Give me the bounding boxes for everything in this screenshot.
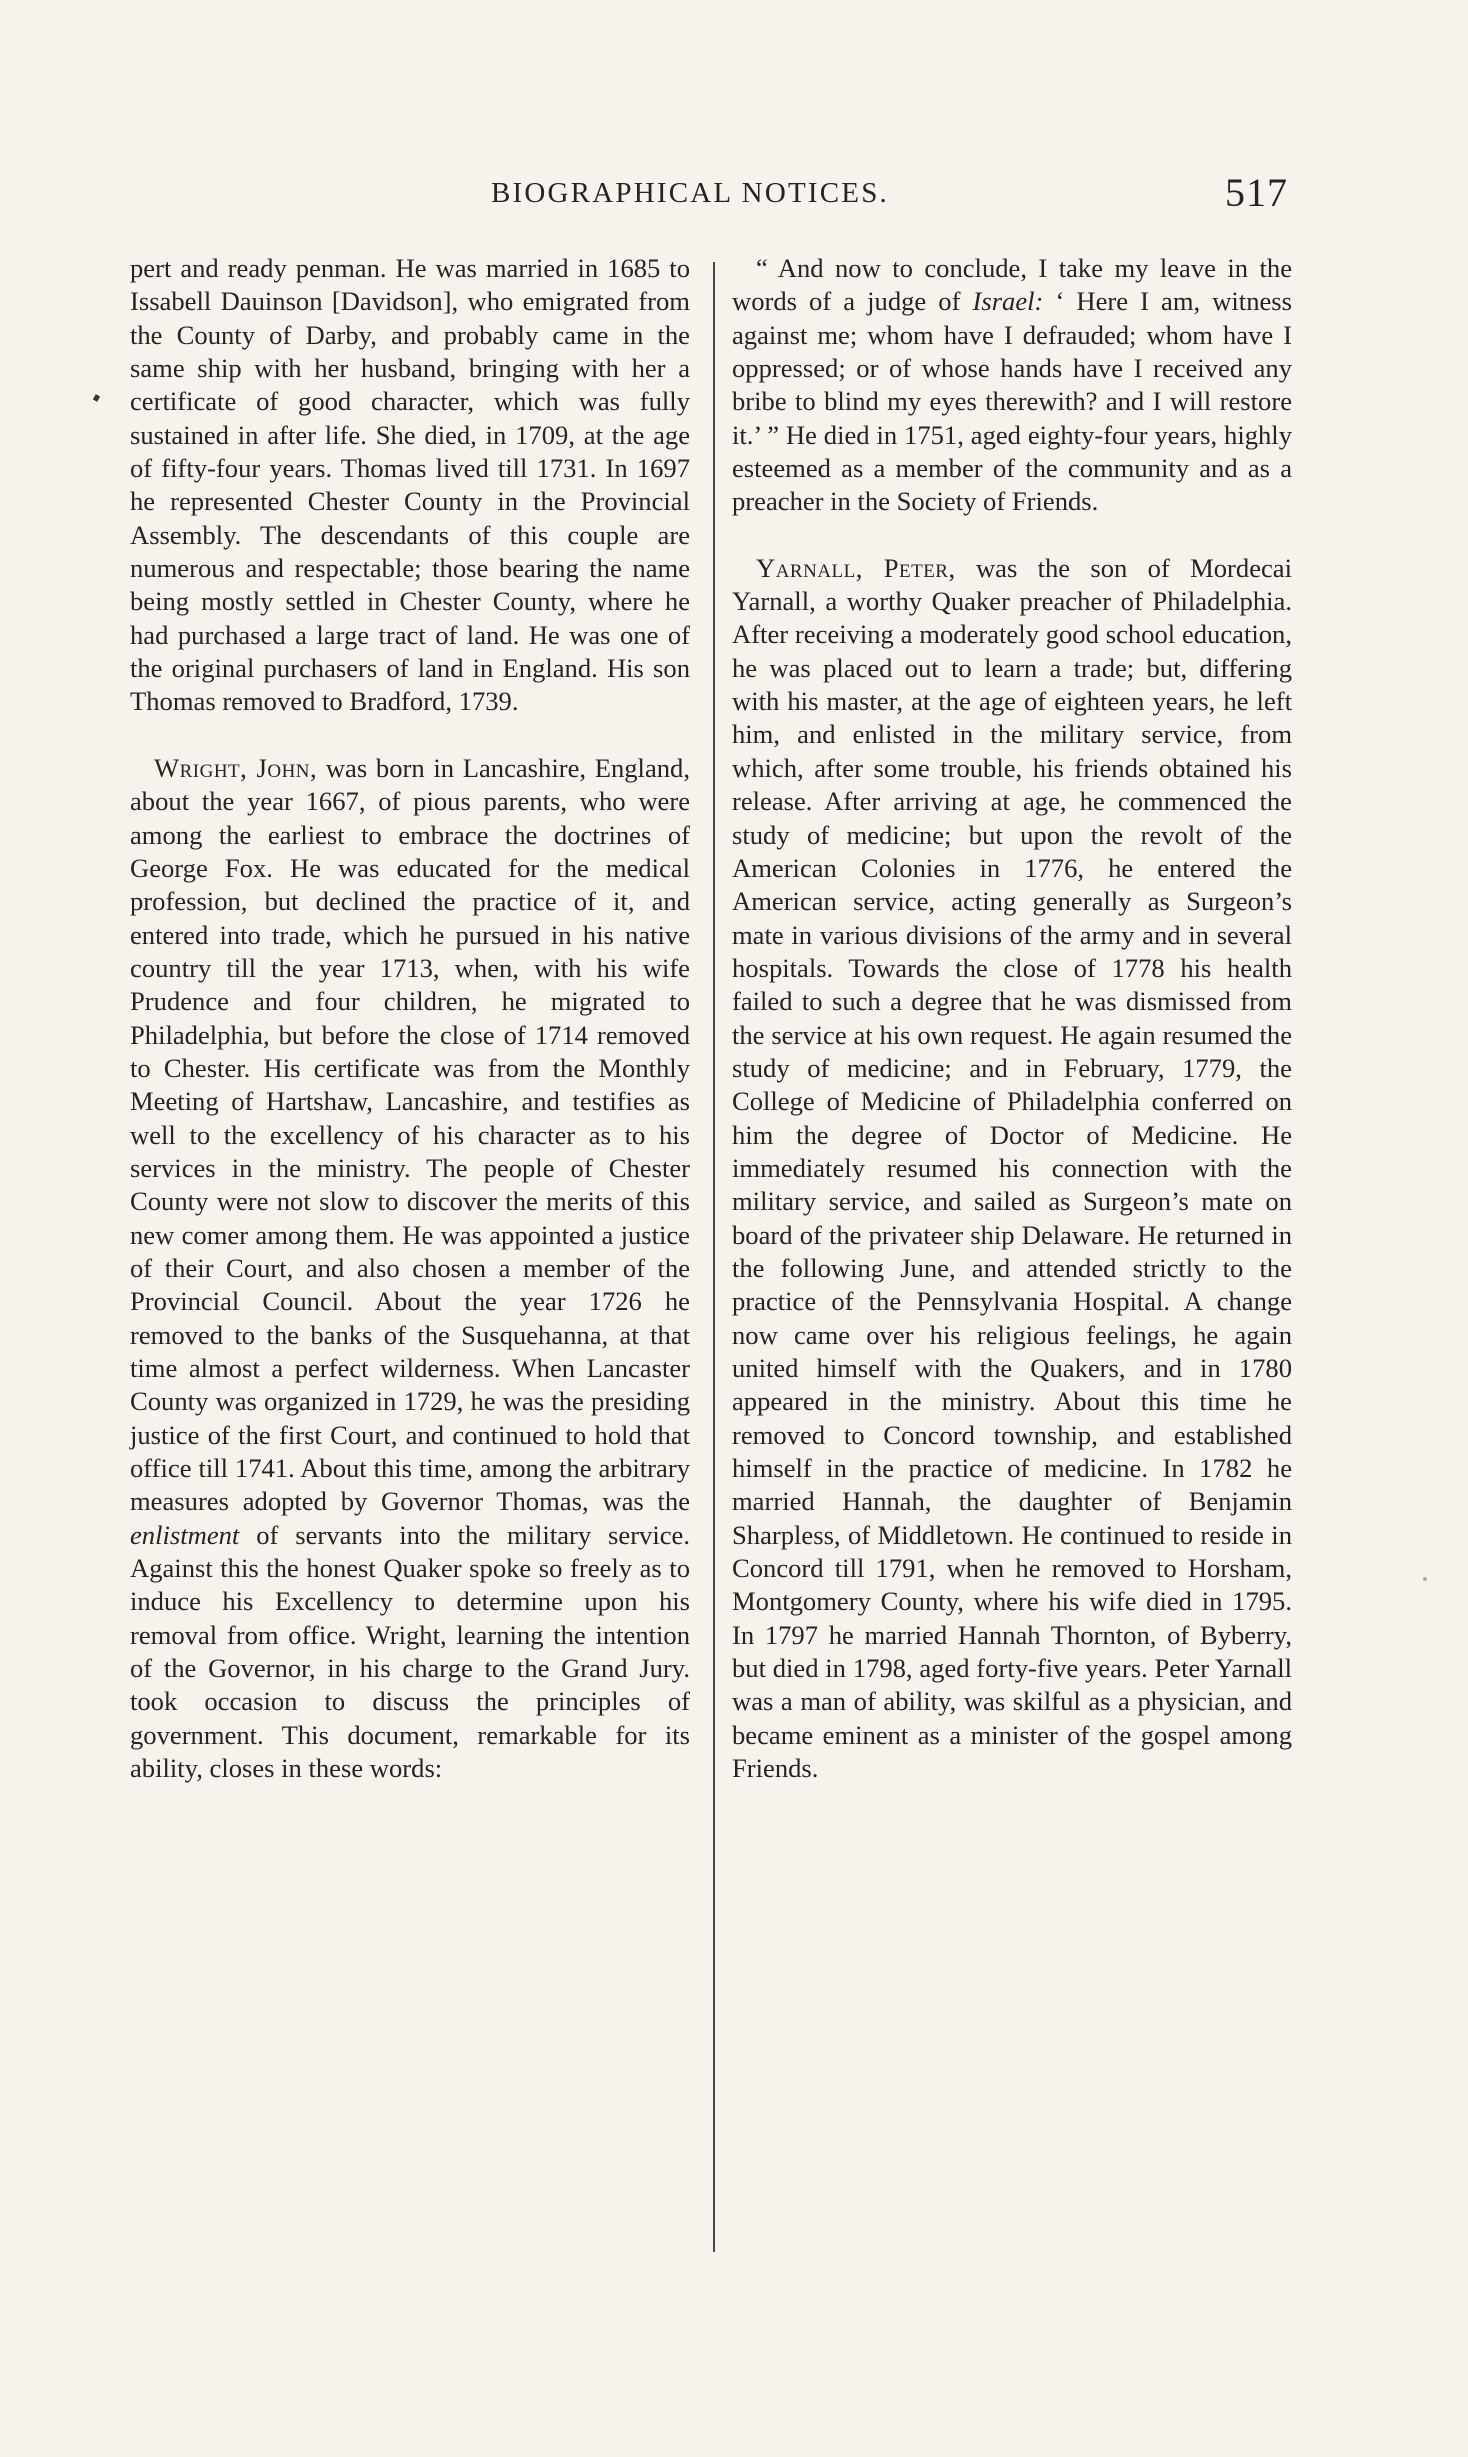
quote-text: ‘ Here I am, witness against me; whom have I defrauded; whom have I oppressed; or of whose hands have I received any bribe to blind my eyes therewith? and I will restore it.’ ” He died in 1751, aged eighty-four years, highly esteemed as a member of the community and as a preacher in the Society of Friends. xyxy=(732,286,1292,517)
entry-text: was born in Lancashire, England, about the year 1667, of pious parents, who were among the earliest to embrace the doctrines of George Fox. He was educated for the medical profession, but declined the practice of it, and entered into trade, which he pursued in his native country till the year 1713, when, with his wife Prudence and four children, he migrated to Philadelphia, but before the close of 1714 removed to Chester. His certificate was from the Monthly Meeting of Hartshaw, Lancashire, and testifies as well to the excellency of his character as to his services in the ministry. The people of Chester County were not slow to discover the merits of this new comer among them. He was appointed a justice of their Court, and also chosen a member of the Provincial Council. About the year 1726 he removed to the banks of the Susquehanna, at that time almost a perfect wilderness. When Lancaster County was organized in 1729, he was the presiding justice of the first Court, and continued to hold that office till 1741. About this time, among the arbitrary measures adopted by Governor Thomas, was the xyxy=(130,752,690,1517)
entry-wright-john xyxy=(130,752,690,1786)
entry-italic-text: enlistment xyxy=(130,1519,240,1550)
running-head xyxy=(128,165,1288,225)
left-column xyxy=(130,252,690,1785)
entry-text: of servants into the military service. Against this the honest Quaker spoke so freely as to induce his Excellency to determine upon his removal from office. Wright, learning the intention of the Governor, in his charge to the Grand Jury. took occasion to discuss the principles of government. This document, remarkable for its ability, closes in these words: xyxy=(130,1519,690,1784)
running-title: BIOGRAPHICAL NOTICES. xyxy=(491,177,889,209)
quotation-paragraph xyxy=(732,252,1292,519)
column-rule xyxy=(713,262,715,2252)
entry-continuation-paragraph: pert and ready penman. He was married in 1685 to Issabell Dauinson [Davidson], who emigrated from the County of Darby, and probably came in the same ship with her husband, bringing with her a certificate of good character, which was fully sustained in after life. She died, in 1709, at the age of fifty-four years. Thomas lived till 1731. In 1697 he represented Chester County in the Provincial Assembly. The descendants of this couple are numerous and respectable; those bearing the name being mostly settled in Chester County, where he had purchased a large tract of land. He was one of the original purchasers of land in England. His son Thomas removed to Bradford, 1739. xyxy=(130,253,690,717)
entry-name: Yarnall, Peter, xyxy=(756,552,956,583)
quote-italic-text: Israel: xyxy=(972,286,1044,317)
margin-mark xyxy=(93,394,100,402)
right-column xyxy=(732,252,1292,1785)
entry-name: Wright, John, xyxy=(154,752,318,783)
page-number: 517 xyxy=(1225,170,1288,215)
entry-text: was the son of Mordecai Yarnall, a worthy Quaker preacher of Philadelphia. After receiving a moderately good school education, he was placed out to learn a trade; but, differing with his master, at the age of eighteen years, he left him, and enlisted in the military service, from which, after some trouble, his friends obtained his release. After arriving at age, he commenced the study of medicine; but upon the revolt of the American Colonies in 1776, he entered the American service, acting generally as Surgeon’s mate in various divisions of the army and in several hospitals. Towards the close of 1778 his health failed to such a degree that he was dismissed from the service at his own request. He again resumed the study of medicine; and in February, 1779, the College of Medicine of Philadelphia conferred on him the degree of Doctor of Medicine. He immediately resumed his connection with the military service, and sailed as Surgeon’s mate on board of the privateer ship Delaware. He returned in the following June, and attended strictly to the practice of the Pennsylvania Hospital. A change now came over his religious feelings, he again united himself with the Quakers, and in 1780 appeared in the ministry. About this time he removed to Concord township, and established himself in the practice of medicine. In 1782 he married Hannah, the daughter of Benjamin Sharpless, of Middletown. He continued to reside in Concord till 1791, when he removed to Horsham, Montgomery County, where his wife died in 1795. In 1797 he married Hannah Thornton, of Byberry, but died in 1798, aged forty-five years. Peter Yarnall was a man of ability, was skilful as a physician, and became eminent as a minister of the gospel among Friends. xyxy=(732,552,1292,1784)
entry-yarnall-peter xyxy=(732,552,1292,1786)
quote-text: “ And now to conclude, I take my leave in the words of a judge of xyxy=(732,253,1292,317)
paper-speck xyxy=(1423,1577,1427,1581)
